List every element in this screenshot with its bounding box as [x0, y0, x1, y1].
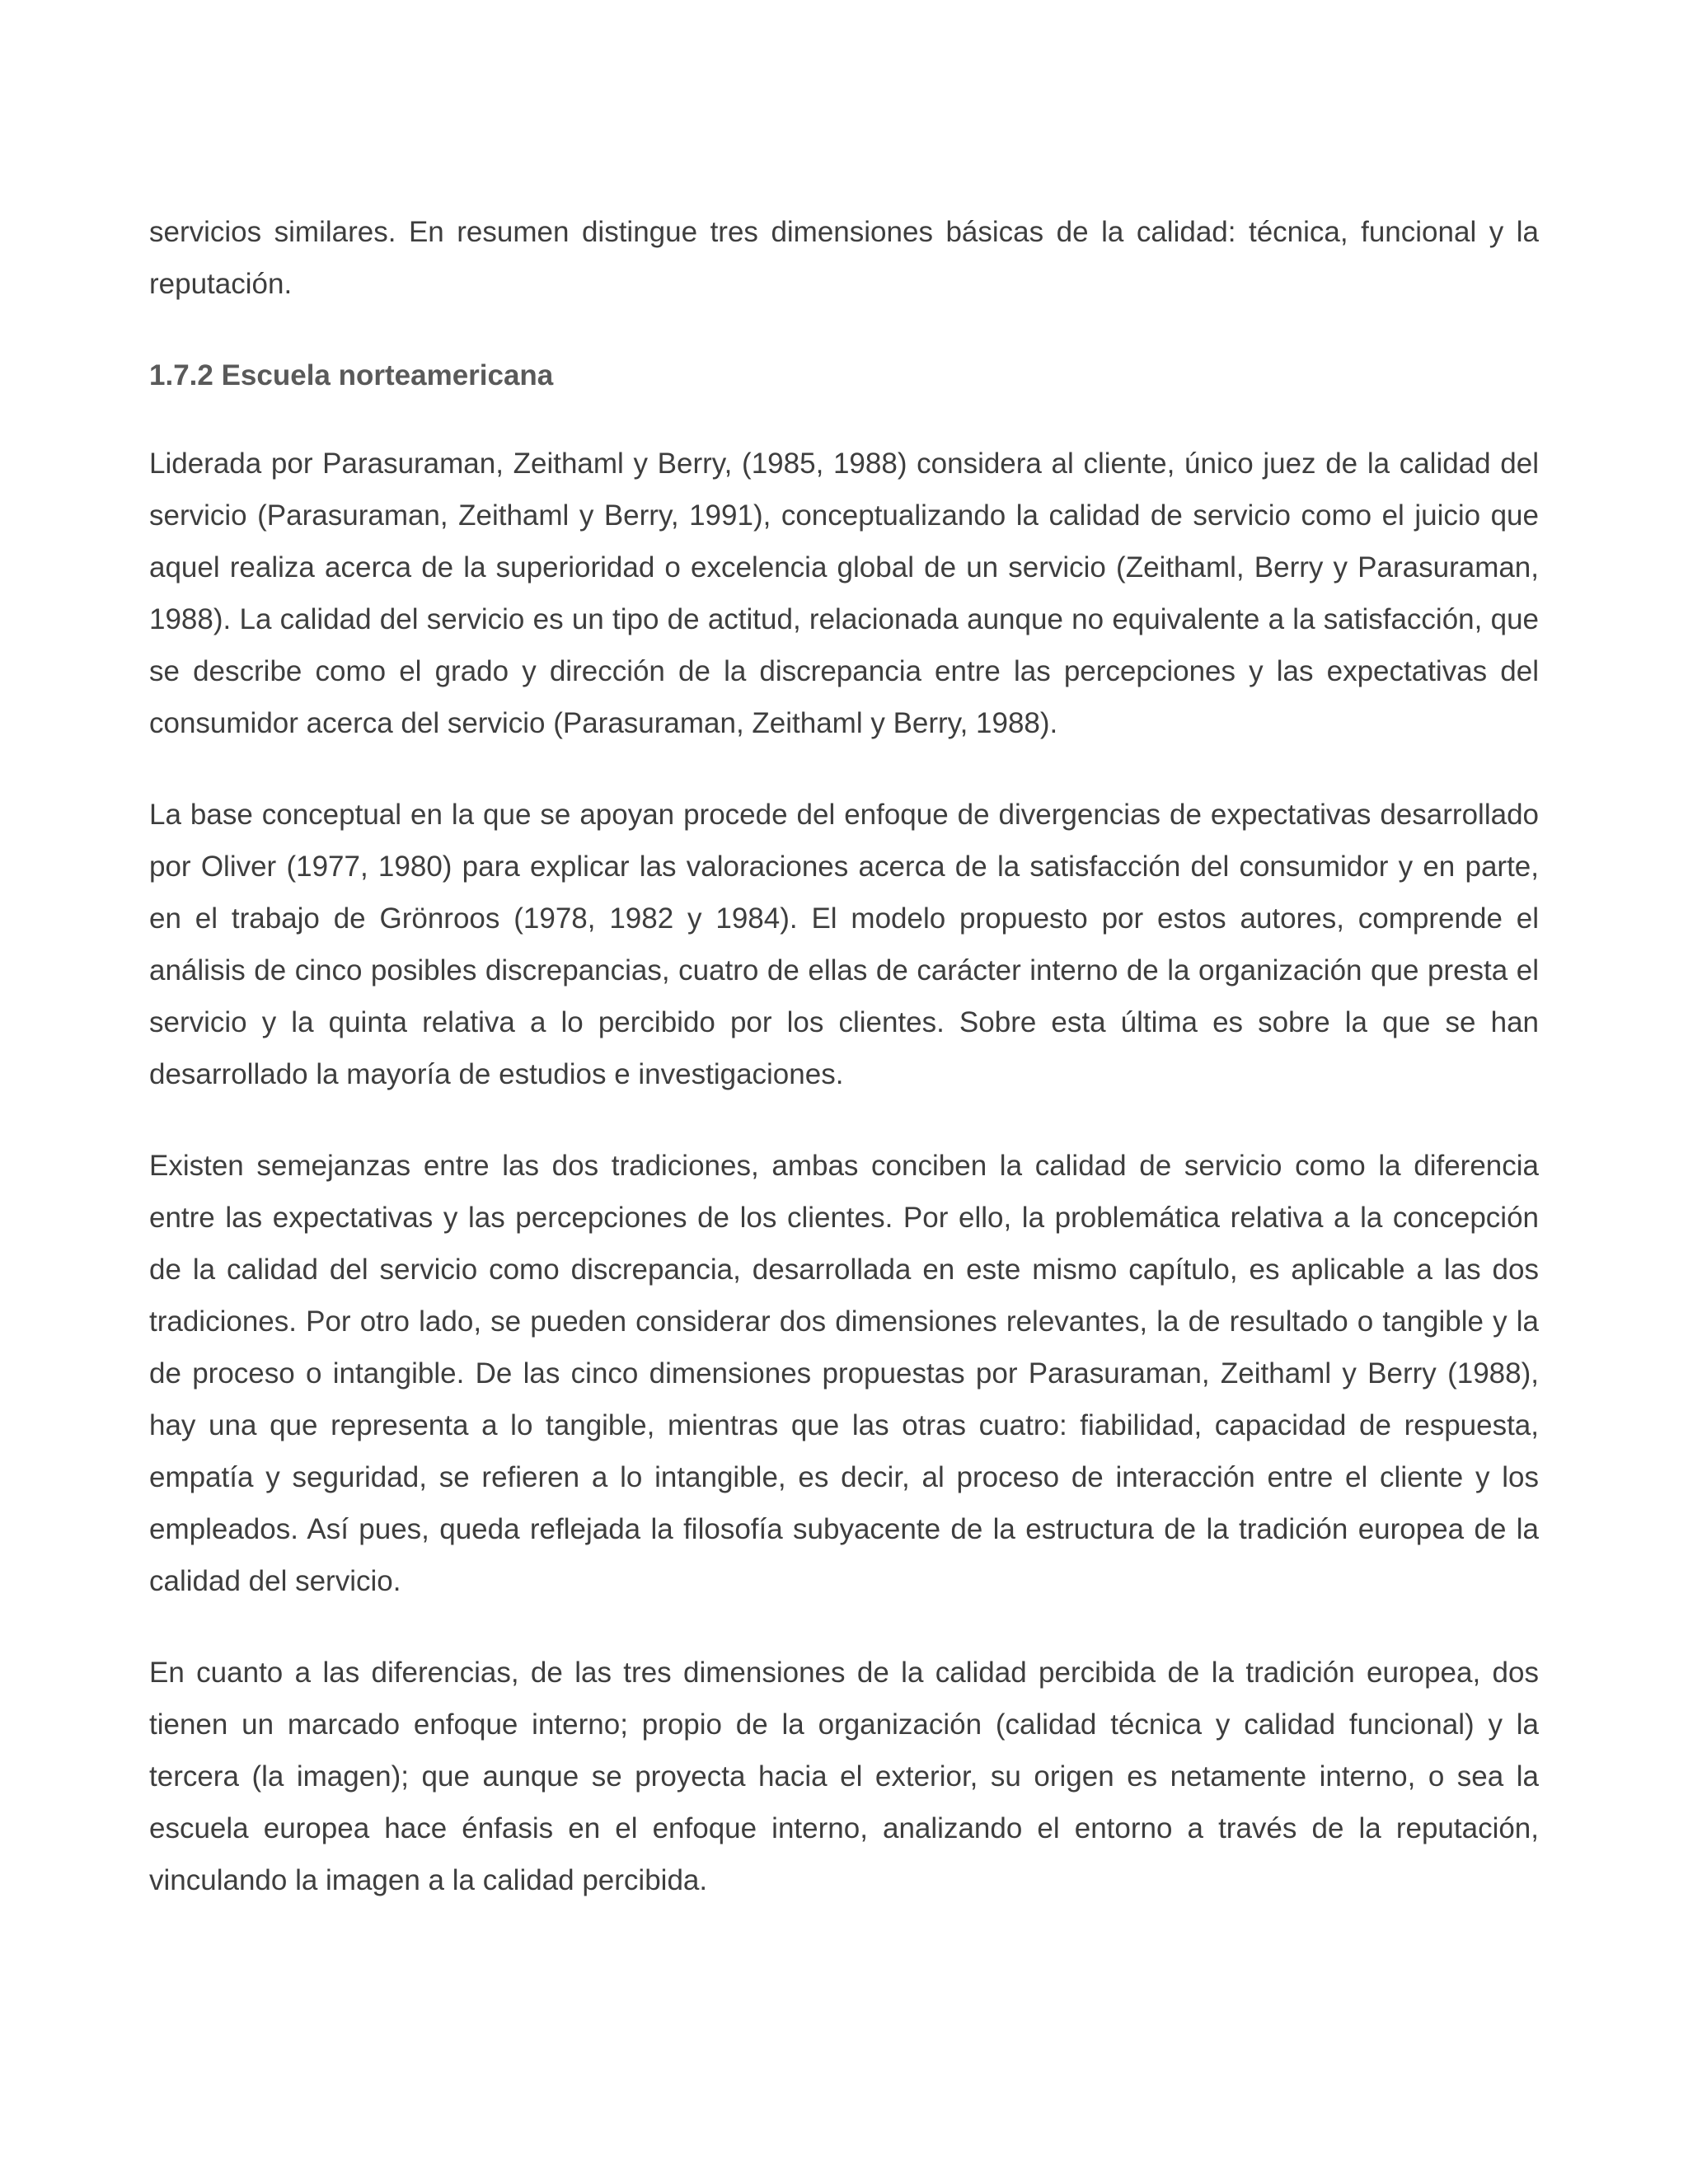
paragraph-continued: servicios similares. En resumen distingue tres dimensiones básicas de la calidad: técnica, funcional y la reputación. — [149, 216, 1539, 300]
paragraph: La base conceptual en la que se apoyan procede del enfoque de divergencias de expectativas desarrollado por Oliver (1977, 1980) para explicar las valoraciones acerca de la satisfacción del consumidor y en parte, en el trabajo de Grönroos (1978, 1982 y 1984). El modelo propuesto por estos autores, comprende el análisis de cinco posibles discrepancias, cuatro de ellas de carácter interno de la organización que presta el servicio y la quinta relativa a lo percibido por los clientes. Sobre esta última es sobre la que se han desarrollado la mayoría de estudios e investigaciones. — [149, 799, 1539, 1090]
paragraph: Existen semejanzas entre las dos tradiciones, ambas conciben la calidad de servicio como la diferencia entre las expectativas y las percepciones de los clientes. Por ello, la problemática relativa a la concepción de la calidad del servicio como discrepancia, desarrollada en este mismo capítulo, es aplicable a las dos tradiciones. Por otro lado, se pueden considerar dos dimensiones relevantes, la de resultado o tangible y la de proceso o intangible. De las cinco dimensiones propuestas por Parasuraman, Zeithaml y Berry (1988), hay una que representa a lo tangible, mientras que las otras cuatro: fiabilidad, capacidad de respuesta, empatía y seguridad, se refieren a lo intangible, es decir, al proceso de interacción entre el cliente y los empleados. Así pues, queda reflejada la filosofía subyacente de la estructura de la tradición europea de la calidad del servicio. — [149, 1150, 1539, 1597]
section-heading: 1.7.2 Escuela norteamericana — [149, 359, 554, 391]
document-page — [149, 206, 1539, 1946]
paragraph: Liderada por Parasuraman, Zeithaml y Berry, (1985, 1988) considera al cliente, único juez de la calidad del servicio (Parasuraman, Zeithaml y Berry, 1991), conceptualizando la calidad de servicio como el juicio que aquel realiza acerca de la superioridad o excelencia global de un servicio (Zeithaml, Berry y Parasuraman, 1988). La calidad del servicio es un tipo de actitud, relacionada aunque no equivalente a la satisfacción, que se describe como el grado y dirección de la discrepancia entre las percepciones y las expectativas del consumidor acerca del servicio (Parasuraman, Zeithaml y Berry, 1988). — [149, 448, 1539, 739]
paragraph: En cuanto a las diferencias, de las tres dimensiones de la calidad percibida de la tradición europea, dos tienen un marcado enfoque interno; propio de la organización (calidad técnica y calidad funcional) y la tercera (la imagen); que aunque se proyecta hacia el exterior, su origen es netamente interno, o sea la escuela europea hace énfasis en el enfoque interno, analizando el entorno a través de la reputación, vinculando la imagen a la calidad percibida. — [149, 1657, 1539, 1896]
